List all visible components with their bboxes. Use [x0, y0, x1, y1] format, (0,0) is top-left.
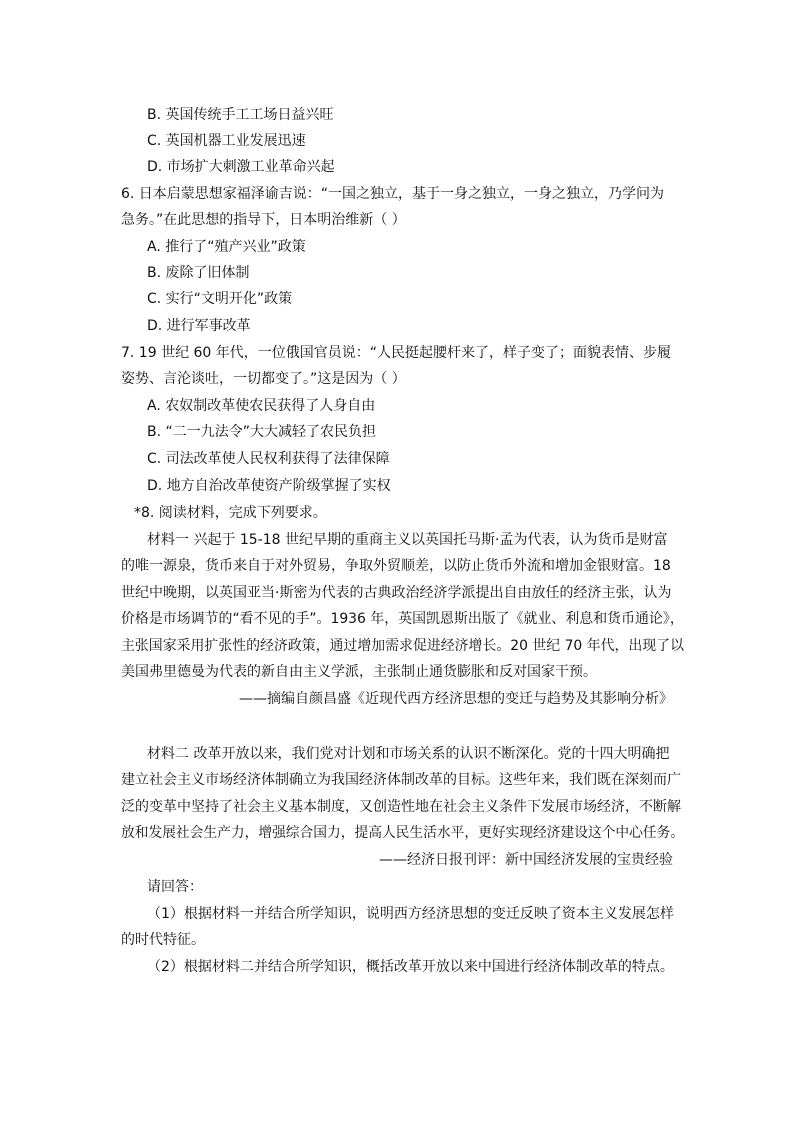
q5-option-c: C. 英国机器工业发展迅速 — [147, 133, 306, 149]
answer-prompt: 请回答： — [147, 879, 203, 895]
q7-option-b: B. “二一九法令”大大减轻了农民负担 — [147, 424, 377, 440]
material1-source: ——摘编自颜昌盛《近现代西方经济思想的变迁与趋势及其影响分析》 — [239, 691, 673, 707]
q6-option-a: A. 推行了“殖产兴业”政策 — [147, 239, 306, 255]
q6-stem-line2: 急务。”在此思想的指导下，日本明治维新（ ） — [121, 212, 406, 228]
material2-line: 泛的变革中坚持了社会主义基本制度，又创造性地在社会主义条件下发展市场经济，不断解 — [121, 799, 681, 815]
q7-option-c: C. 司法改革使人民权利获得了法律保障 — [147, 451, 390, 467]
q7-stem-line1: 7. 19 世纪 60 年代，一位俄国官员说：“人民挺起腰杆来了，样子变了；面貌表情、步履 — [121, 345, 672, 361]
q8-stem: *8. 阅读材料，完成下列要求。 — [134, 505, 327, 521]
q6-option-b: B. 废除了旧体制 — [147, 265, 250, 281]
sub-question-2: （2）根据材料二并结合所学知识，概括改革开放以来中国进行经济体制改革的特点。 — [147, 959, 674, 975]
q6-option-d: D. 进行军事改革 — [147, 318, 251, 334]
q7-option-d: D. 地方自治改革使资产阶级掌握了实权 — [147, 478, 391, 494]
material2-source: ——经济日报刊评：新中国经济发展的宝贵经验 — [379, 852, 673, 868]
material1-line: 主张国家采用扩张性的经济政策，通过增加需求促进经济增长。20 世纪 70 年代，出现了以 — [121, 638, 685, 654]
material1-line: 世纪中晚期，以英国亚当·斯密为代表的古典政治经济学派提出自由放任的经济主张，认为 — [121, 585, 672, 601]
material1-line: 的唯一源泉，货币来自于对外贸易，争取外贸顺差，以防止货币外流和增加金银财富。18 — [121, 558, 671, 574]
material2-line: 材料二 改革开放以来，我们党对计划和市场关系的认识不断深化。党的十四大明确把 — [147, 746, 670, 762]
material1-line: 材料一 兴起于 15-18 世纪早期的重商主义以英国托马斯·孟为代表，认为货币是财富 — [147, 532, 668, 548]
q6-stem-line1: 6. 日本启蒙思想家福泽谕吉说：“一国之独立，基于一身之独立，一身之独立，乃学问为 — [121, 186, 665, 202]
q7-stem-line2: 姿势、言沦谈吐，一切都变了。”这是因为（ ） — [121, 371, 406, 387]
sub-question-1-line1: （1）根据材料一并结合所学知识，说明西方经济思想的变迁反映了资本主义发展怎样 — [147, 906, 674, 922]
q7-option-a: A. 农奴制改革使农民获得了人身自由 — [147, 398, 376, 414]
material2-line: 建立社会主义市场经济体制确立为我国经济体制改革的目标。这些年来，我们既在深刻而广 — [121, 772, 681, 788]
material1-line: 美国弗里德曼为代表的新自由主义学派，主张制止通货膨胀和反对国家干预。 — [121, 664, 597, 680]
material2-line: 放和发展社会生产力，增强综合国力，提高人民生活水平，更好实现经济建设这个中心任务。 — [121, 825, 685, 841]
material1-line: 价格是市场调节的“看不见的手”。1936 年，英国凯恩斯出版了《就业、利息和货币通论》， — [121, 611, 684, 627]
q5-option-b: B. 英国传统手工工场日益兴旺 — [147, 107, 334, 123]
q6-option-c: C. 实行“文明开化”政策 — [147, 291, 293, 307]
q5-option-d: D. 市场扩大刺激工业革命兴起 — [147, 159, 335, 175]
sub-question-1-line2: 的时代特征。 — [121, 932, 205, 948]
